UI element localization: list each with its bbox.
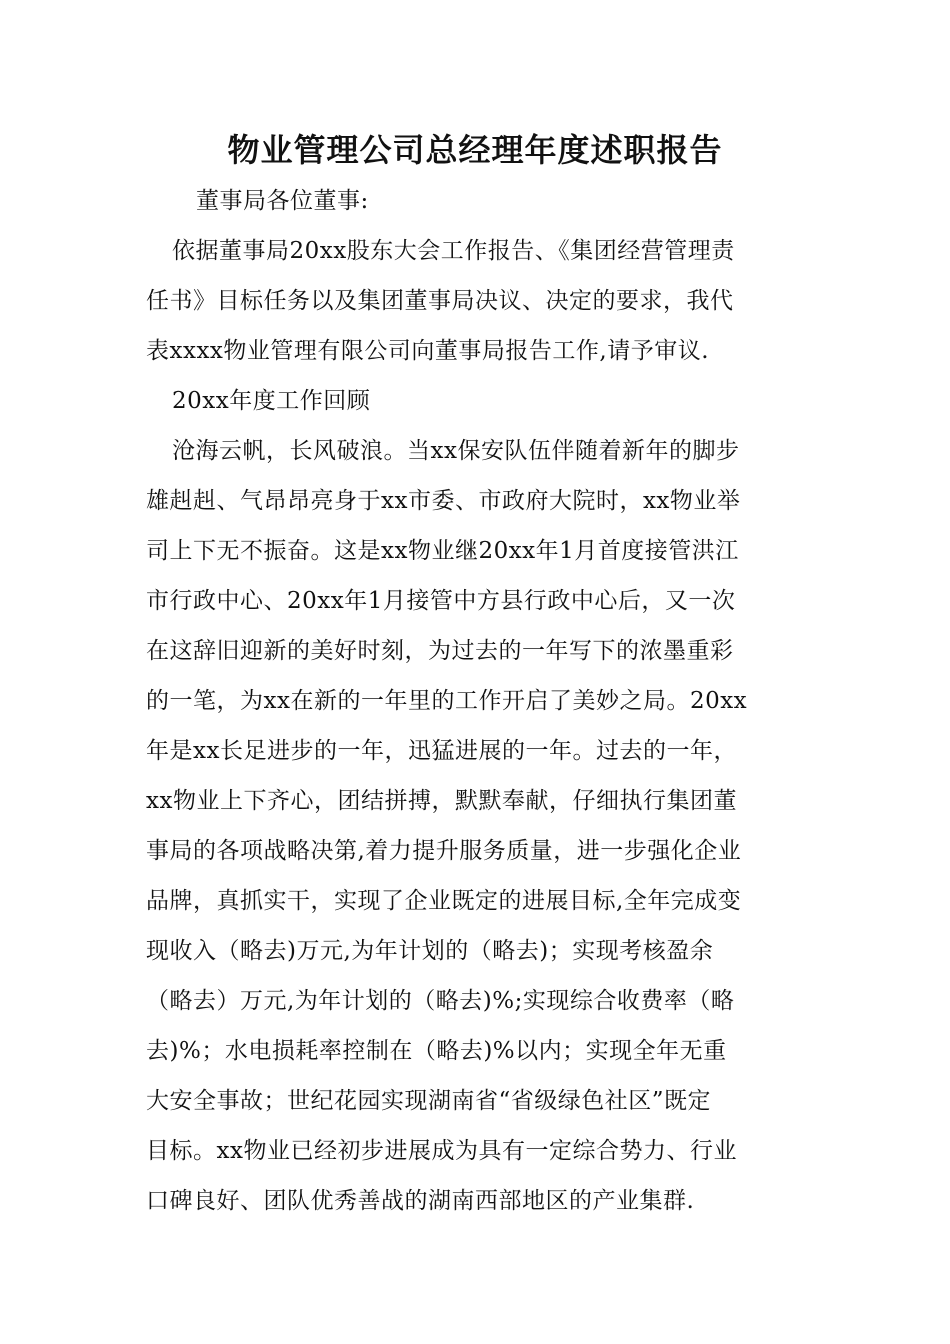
- paragraph-line: 大安全事故；世纪花园实现湖南省“省级绿色社区”既定: [146, 1088, 712, 1114]
- paragraph-line: 沧海云帆，长风破浪。当xx保安队伍伴随着新年的脚步: [172, 438, 740, 464]
- paragraph-line: 品牌，真抓实干，实现了企业既定的进展目标,全年完成变: [146, 888, 742, 914]
- paragraph-line: 现收入（略去)万元,为年计划的（略去)；实现考核盈余: [146, 938, 714, 964]
- paragraph-line: （略去）万元,为年计划的（略去)%;实现综合收费率（略: [146, 988, 735, 1014]
- paragraph-line: 司上下无不振奋。这是xx物业继20xx年1月首度接管洪江: [146, 538, 739, 564]
- paragraph-line: 依据董事局20xx股东大会工作报告、《集团经营管理责: [172, 238, 735, 264]
- paragraph-line: 口碑良好、团队优秀善战的湖南西部地区的产业集群.: [146, 1188, 695, 1214]
- paragraph-line: 雄赳赳、气昂昂亮身于xx市委、市政府大院时，xx物业举: [146, 488, 741, 514]
- paragraph-line: 的一笔，为xx在新的一年里的工作开启了美妙之局。20xx: [146, 688, 748, 714]
- paragraph-line: 表xxxx物业管理有限公司向董事局报告工作,请予审议.: [146, 338, 710, 364]
- paragraph-line: xx物业上下齐心，团结拼搏，默默奉献，仔细执行集团董: [146, 788, 737, 814]
- paragraph-line: 市行政中心、20xx年1月接管中方县行政中心后，又一次: [146, 588, 736, 614]
- paragraph-line: 年是xx长足进步的一年，迅猛进展的一年。过去的一年，: [146, 738, 737, 764]
- paragraph-line: 去)%；水电损耗率控制在（略去)%以内；实现全年无重: [146, 1038, 727, 1064]
- paragraph-line: 在这辞旧迎新的美好时刻，为过去的一年写下的浓墨重彩: [146, 638, 734, 664]
- document-title: 物业管理公司总经理年度述职报告: [227, 131, 723, 169]
- salutation: 董事局各位董事:: [196, 188, 369, 214]
- paragraph-line: 任书》目标任务以及集团董事局决议、决定的要求，我代: [146, 288, 734, 314]
- paragraph-line: 事局的各项战略决第,着力提升服务质量，进一步强化企业: [146, 838, 742, 864]
- paragraph-line: 目标。xx物业已经初步进展成为具有一定综合势力、行业: [146, 1138, 737, 1164]
- section-heading: 20xx年度工作回顾: [172, 388, 371, 414]
